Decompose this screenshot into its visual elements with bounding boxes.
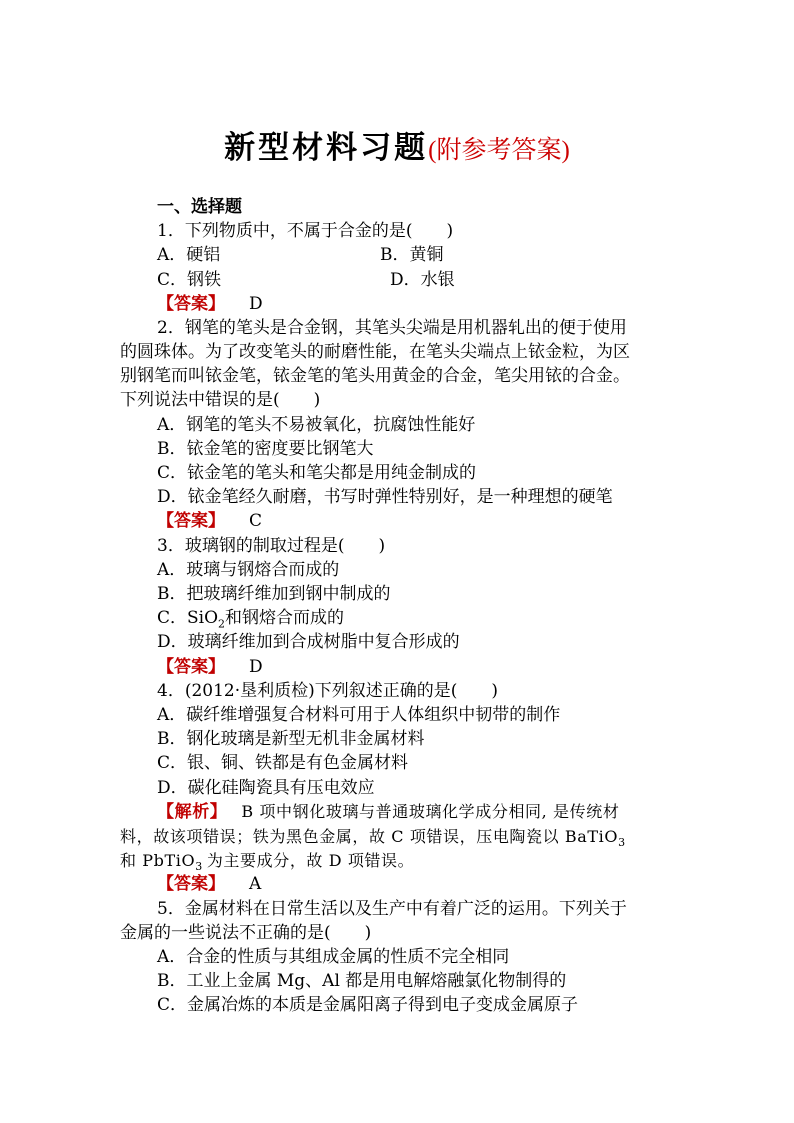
q1-options-row2 — [157, 268, 717, 292]
answer-value: A — [249, 874, 262, 894]
q4-option-a: A．碳纤维增强复合材料可用于人体组织中韧带的制作 — [157, 705, 561, 725]
title-subtitle: (附参考答案) — [428, 137, 570, 164]
q4-stem: 4．(2012·垦利质检)下列叙述正确的是( ) — [157, 681, 499, 701]
q5-option-a: A．合金的性质与其组成金属的性质不完全相同 — [157, 947, 510, 967]
q2-stem-line1: 2．钢笔的笔头是合金钢，其笔头尖端是用机器轧出的便于使用 — [157, 318, 627, 338]
q3-option-c-text: C．SiO — [157, 608, 219, 628]
section-heading: 一、选择题 — [157, 197, 242, 217]
subscript: 3 — [618, 836, 626, 850]
q4-option-c: C．银、铜、铁都是有色金属材料 — [157, 753, 409, 773]
title-main: 新型材料习题 — [224, 130, 429, 166]
subscript: 2 — [218, 617, 226, 631]
q1-option-a: A．硬铝 — [157, 245, 221, 265]
answer-value: D — [249, 657, 263, 677]
answer-tag: 【答案】 — [157, 657, 225, 677]
q4-analysis-line3 — [120, 849, 680, 873]
analysis-text: 料，故该项错误；铁为黑色金属，故 C 项错误，压电陶瓷以 BaTiO — [120, 827, 619, 846]
q4-analysis-line2 — [120, 825, 680, 849]
q2-stem-line4: 下列说法中错误的是( ) — [120, 390, 321, 410]
analysis-text: B 项中钢化玻璃与普通玻璃化学成分相同, 是传统材 — [241, 802, 620, 821]
q3-option-d: D．玻璃纤维加到合成树脂中复合形成的 — [157, 632, 460, 652]
q2-stem-line2: 的圆珠体。为了改变笔头的耐磨性能，在笔头尖端点上铱金粒，为区 — [120, 342, 630, 362]
q4-option-b: B．钢化玻璃是新型无机非金属材料 — [157, 729, 425, 749]
q3-option-c — [157, 606, 717, 630]
answer-tag: 【答案】 — [157, 874, 225, 894]
q5-stem-line1: 5．金属材料在日常生活以及生产中有着广泛的运用。下列关于 — [157, 899, 627, 919]
q2-option-d: D．铱金笔经久耐磨，书写时弹性特别好，是一种理想的硬笔 — [157, 487, 613, 507]
analysis-text: 和 PbTiO — [120, 851, 196, 870]
document-title — [0, 128, 794, 171]
q5-option-c: C．金属冶炼的本质是金属阳离子得到电子变成金属原子 — [157, 995, 579, 1015]
answer-tag: 【答案】 — [157, 511, 225, 531]
answer-value: C — [249, 511, 263, 531]
q1-option-d: D．水银 — [390, 270, 455, 290]
q2-option-b: B．铱金笔的密度要比钢笔大 — [157, 439, 374, 459]
q4-answer — [157, 872, 717, 896]
q1-stem: 1．下列物质中，不属于合金的是( ) — [157, 221, 454, 241]
q5-stem-line2: 金属的一些说法不正确的是( ) — [120, 923, 372, 943]
q3-answer — [157, 655, 717, 679]
analysis-text-rest: 为主要成分，故 D 项错误。 — [206, 851, 415, 870]
subscript: 3 — [195, 860, 203, 874]
q1-answer — [157, 292, 717, 316]
q2-option-a: A．钢笔的笔头不易被氧化，抗腐蚀性能好 — [157, 415, 476, 435]
q2-stem-line3: 别钢笔而叫铱金笔，铱金笔的笔头用黄金的合金，笔尖用铱的合金。 — [120, 366, 630, 386]
analysis-tag: 【解析】 — [157, 802, 228, 822]
q3-option-c-text-rest: 和钢熔合而成的 — [225, 608, 345, 628]
q2-option-c: C．铱金笔的笔头和笔尖都是用纯金制成的 — [157, 463, 477, 483]
q1-option-c: C．钢铁 — [157, 270, 222, 290]
q3-option-a: A．玻璃与钢熔合而成的 — [157, 560, 340, 580]
q4-option-d: D．碳化硅陶瓷具有压电效应 — [157, 778, 375, 798]
q2-answer — [157, 509, 717, 533]
answer-value: D — [249, 294, 263, 314]
q1-options-row1 — [157, 243, 717, 267]
q1-option-b: B．黄铜 — [380, 245, 444, 265]
q4-analysis-line1 — [157, 800, 717, 824]
q3-stem: 3．玻璃钢的制取过程是( ) — [157, 536, 386, 556]
q5-option-b: B．工业上金属 Mg、Al 都是用电解熔融氯化物制得的 — [157, 971, 567, 991]
q3-option-b: B．把玻璃纤维加到钢中制成的 — [157, 584, 391, 604]
answer-tag: 【答案】 — [157, 294, 225, 314]
